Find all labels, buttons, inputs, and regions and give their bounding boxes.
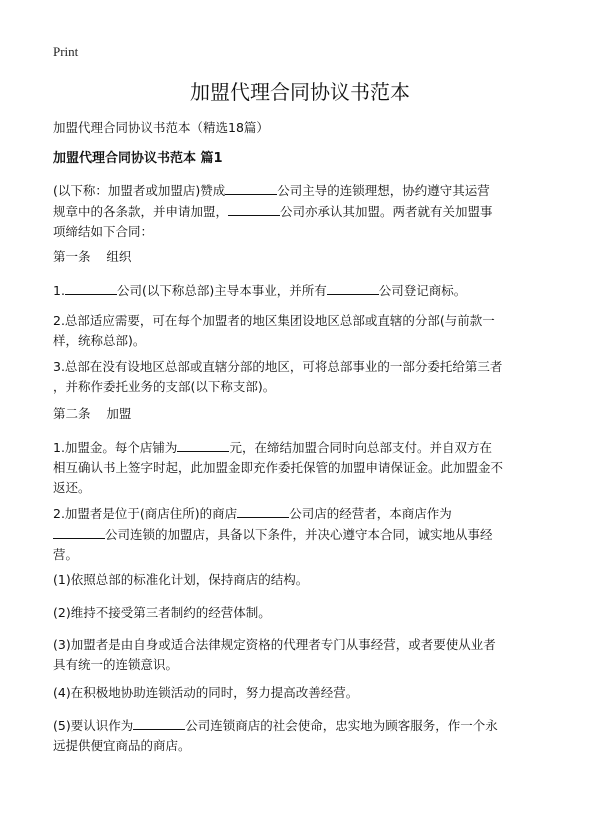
clause-1-3: 3.总部在没有设地区总部或直辖分部的地区，可将总部事业的一部分委托给第三者 ，并称作委托业务的支部(以下称支部)。 [53,359,503,394]
document-title: 加盟代理合同协议书范本 [190,80,410,104]
condition-3: (3)加盟者是由自身或适合法律规定资格的代理者专门从事经营，或者要使从业者 具有统一的连锁意识。 [53,637,496,672]
blank-line [237,503,289,518]
blank-line [327,280,379,295]
clause-2-2-text-c: 公司连锁的加盟店，具备以下条件，并决心遵守本合同，诚实地从事经 营。 [53,527,493,562]
intro-text-b: 公司主导的连锁理想，协约遵守其运营 规章中的各条款，并申请加盟， [53,183,490,219]
blank-line [53,524,105,539]
condition-1: (1)依照总部的标准化计划，保持商店的结构。 [53,572,309,587]
condition-5-text-a: (5)要认识作为 [53,718,134,733]
intro-paragraph [53,180,553,242]
clause-2-1-text-b: 元，在缔结加盟合同时向总部支付。并自双方在 相互确认书上签字时起，此加盟金即充作委托保管的加盟申请保证金。此加盟金不 返还。 [53,440,504,495]
clause-2-2 [53,503,553,565]
clause-1-1-text-a: 公司(以下称总部)主导本事业，并所有 [116,283,327,298]
blank-line [133,715,185,730]
condition-4: (4)在积极地协助连锁活动的同时，努力提高改善经营。 [53,685,359,700]
article-2-heading: 第二条 加盟 [53,406,132,421]
condition-5-text-b: 公司连锁商店的社会使命，忠实地为顾客服务，作一个永 远提供便宜商品的商店。 [53,718,498,753]
clause-2-2-text-a: 2.加盟者是位于(商店住所)的商店 [53,506,238,521]
print-link[interactable]: Print [53,44,79,59]
article-1-heading: 第一条 组织 [53,249,132,264]
blank-line [65,280,117,295]
clause-1-1-text-b: 公司登记商标。 [378,283,467,298]
clause-1-1 [53,280,553,301]
blank-line [177,437,229,452]
clause-2-1 [53,437,553,498]
intro-text-c: 公司亦承认其加盟。两者就有关加盟事 项缔结如下合同： [53,204,493,239]
clause-2-1-text-a: 1.加盟金。每个店铺为 [53,440,178,455]
intro-text-a: (以下称：加盟者或加盟店)赞成 [53,183,226,198]
condition-5 [53,715,553,756]
blank-line [228,201,280,216]
blank-line [225,180,277,195]
clause-2-2-text-b: 公司店的经营者，本商店作为 [289,506,452,521]
clause-1-2: 2.总部适应需要，可在每个加盟者的地区集团设地区总部或直辖的分部(与前款一 样，统称总部)。 [53,313,495,348]
document-subtitle: 加盟代理合同协议书范本（精选18篇） [53,120,269,135]
condition-2: (2)维持不接受第三者制约的经营体制。 [53,605,271,620]
section-heading: 加盟代理合同协议书范本 篇1 [53,151,223,166]
clause-1-1-num: 1. [53,283,65,298]
